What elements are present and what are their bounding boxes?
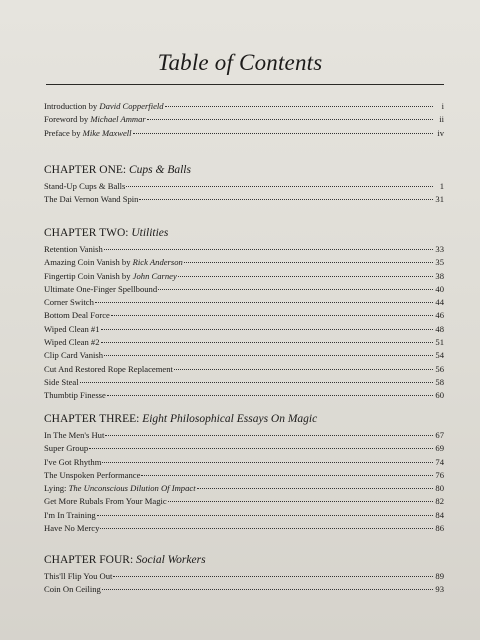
chapter-heading: CHAPTER FOUR: Social Workers xyxy=(44,554,206,566)
entry-title: Get More Rubals From Your Magic xyxy=(44,496,167,507)
dot-leader xyxy=(126,186,433,187)
toc-entry xyxy=(44,180,444,193)
dot-leader xyxy=(197,488,433,489)
page-number: 89 xyxy=(435,571,444,581)
toc-entry xyxy=(44,522,444,535)
page-number: 1 xyxy=(439,181,444,191)
entry-title: Coin On Ceiling xyxy=(44,584,101,595)
page-number: 31 xyxy=(435,194,444,205)
toc-entry xyxy=(44,363,444,376)
dot-leader xyxy=(89,448,433,449)
dot-leader xyxy=(102,462,433,463)
toc-entry xyxy=(44,376,444,389)
entry-title: The Unspoken Performance xyxy=(44,469,141,480)
dot-leader xyxy=(133,133,433,134)
chapter-one xyxy=(44,163,444,207)
dot-leader xyxy=(104,249,433,250)
entry-title: Wiped Clean #2 xyxy=(44,337,100,348)
page-number: 38 xyxy=(435,270,444,281)
page-number: iv xyxy=(437,127,444,138)
dot-leader xyxy=(174,369,433,370)
page-number: 44 xyxy=(435,297,444,308)
dot-leader xyxy=(178,276,433,277)
toc-entry xyxy=(44,127,444,140)
page-number: 80 xyxy=(435,483,444,494)
page-title: Table of Contents xyxy=(157,50,323,75)
title-underline xyxy=(46,84,444,85)
dot-leader xyxy=(80,382,433,383)
page-number: 76 xyxy=(435,469,444,480)
page-number: 51 xyxy=(435,337,444,348)
toc-entry xyxy=(44,482,444,495)
toc-entry xyxy=(44,100,444,113)
toc-entry xyxy=(44,193,444,206)
dot-leader xyxy=(97,515,433,516)
entry-title: Ultimate One-Finger Spellbound xyxy=(44,283,158,294)
dot-leader xyxy=(165,106,433,107)
page-number: 58 xyxy=(435,376,444,387)
dot-leader xyxy=(105,435,433,436)
entry-title: This'll Flip You Out xyxy=(44,571,113,581)
page-number: 40 xyxy=(435,283,444,294)
chapter-three xyxy=(44,412,444,535)
entry-title: The Dai Vernon Wand Spin xyxy=(44,194,139,205)
dot-leader xyxy=(184,262,433,263)
entry-title: In The Men's Hut xyxy=(44,430,105,440)
toc-entry xyxy=(44,509,444,522)
toc-entry xyxy=(44,456,444,469)
entry-title: Stand-Up Cups & Balls xyxy=(44,181,126,191)
entry-title: Clip Card Vanish xyxy=(44,350,104,361)
entry-title: Bottom Deal Force xyxy=(44,310,110,321)
dot-leader xyxy=(158,289,433,290)
dot-leader xyxy=(139,199,433,200)
toc-entry xyxy=(44,495,444,508)
entry-title: Corner Switch xyxy=(44,297,94,308)
page-number: 46 xyxy=(435,310,444,321)
entry-title: Preface by Mike Maxwell xyxy=(44,127,132,138)
dot-leader xyxy=(100,528,433,529)
page-number: 56 xyxy=(435,363,444,374)
toc-entry xyxy=(44,429,444,442)
page-number: 35 xyxy=(435,257,444,268)
chapter-two xyxy=(44,226,444,403)
entry-title: Wiped Clean #1 xyxy=(44,323,100,334)
toc-entry xyxy=(44,296,444,309)
page-number: 82 xyxy=(435,496,444,507)
entry-title: Retention Vanish xyxy=(44,244,103,254)
dot-leader xyxy=(107,395,433,396)
toc-entry xyxy=(44,323,444,336)
entry-title: Fingertip Coin Vanish by John Carney xyxy=(44,270,177,281)
page-number: 69 xyxy=(435,443,444,454)
entry-title: Foreword by Michael Ammar xyxy=(44,114,146,125)
toc-entry xyxy=(44,256,444,269)
toc-entry xyxy=(44,349,444,362)
dot-leader xyxy=(147,119,433,120)
entry-title: Amazing Coin Vanish by Rick Anderson xyxy=(44,257,183,268)
toc-entry xyxy=(44,336,444,349)
entry-title: Introduction by David Copperfield xyxy=(44,101,164,111)
entry-title: Have No Mercy xyxy=(44,523,100,534)
page-number: 54 xyxy=(435,350,444,361)
page-number: 67 xyxy=(435,430,444,440)
entry-title: Lying: The Unconscious Dilution Of Impact xyxy=(44,483,196,494)
page-number: 74 xyxy=(435,456,444,467)
dot-leader xyxy=(101,342,434,343)
toc-entry xyxy=(44,389,444,402)
entry-title: Thumbtip Finesse xyxy=(44,390,106,401)
chapter-heading: CHAPTER TWO: Utilities xyxy=(44,227,169,239)
entry-title: I'm In Training xyxy=(44,509,96,520)
front-matter xyxy=(44,100,444,140)
page-number: 33 xyxy=(435,244,444,254)
page-number: 48 xyxy=(435,323,444,334)
toc-entry xyxy=(44,583,444,596)
page-number: 84 xyxy=(435,509,444,520)
toc-entry xyxy=(44,283,444,296)
dot-leader xyxy=(113,576,433,577)
entry-title: Cut And Restored Rope Replacement xyxy=(44,363,173,374)
chapter-heading: CHAPTER THREE: Eight Philosophical Essays On Magic xyxy=(44,413,318,425)
chapter-heading: CHAPTER ONE: Cups & Balls xyxy=(44,164,191,176)
toc-entry xyxy=(44,309,444,322)
dot-leader xyxy=(101,329,434,330)
dot-leader xyxy=(141,475,433,476)
entry-title: I've Got Rhythm xyxy=(44,456,102,467)
dot-leader xyxy=(95,302,433,303)
dot-leader xyxy=(168,501,433,502)
toc-entry xyxy=(44,243,444,256)
toc-entry xyxy=(44,469,444,482)
page-number: 93 xyxy=(435,584,444,595)
entry-title: Side Steal xyxy=(44,376,79,387)
toc-entry xyxy=(44,113,444,126)
page-number: 86 xyxy=(435,523,444,534)
dot-leader xyxy=(104,355,433,356)
dot-leader xyxy=(102,589,433,590)
dot-leader xyxy=(111,315,433,316)
page-number: 60 xyxy=(435,390,444,401)
chapter-four xyxy=(44,553,444,597)
page-number: i xyxy=(441,101,444,111)
page-number: ii xyxy=(439,114,444,125)
toc-entry xyxy=(44,570,444,583)
toc-entry xyxy=(44,442,444,455)
toc-entry xyxy=(44,270,444,283)
entry-title: Super Group xyxy=(44,443,89,454)
